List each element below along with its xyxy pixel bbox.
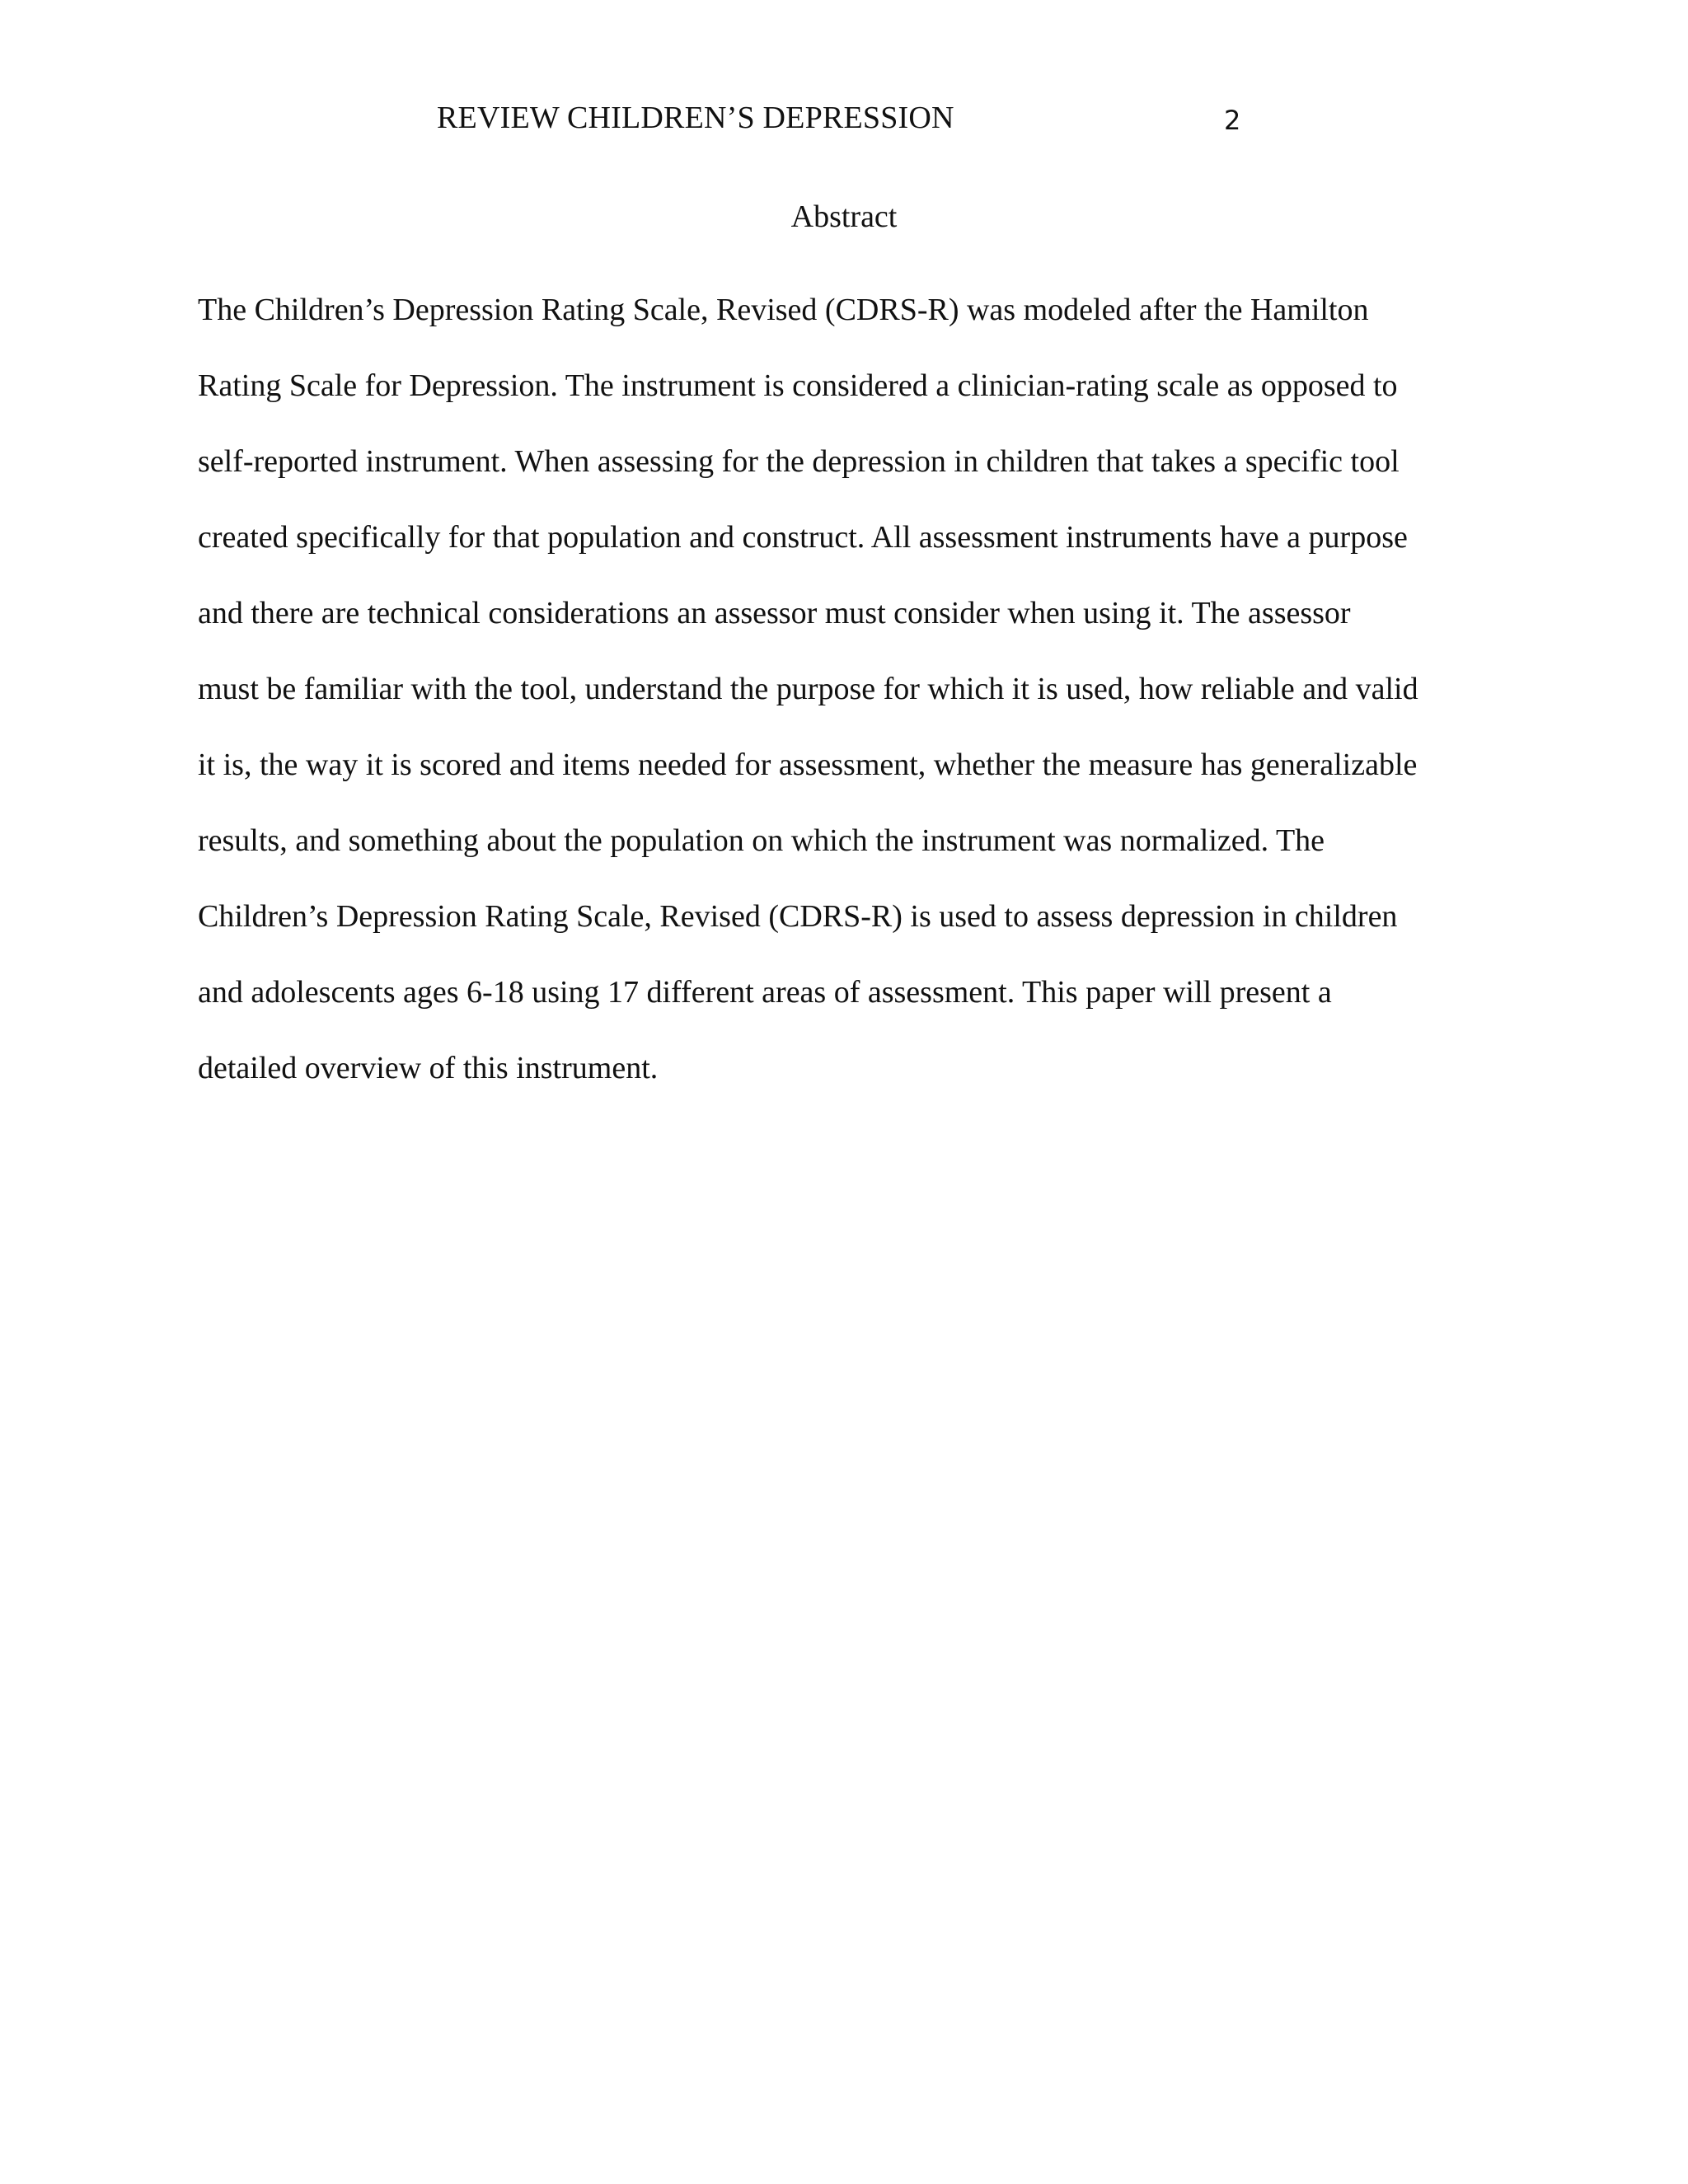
abstract-line: Rating Scale for Depression. The instrument is considered a clinician-rating scale as opposed to: [198, 368, 1398, 403]
abstract-line: The Children’s Depression Rating Scale, Revised (CDRS-R) was modeled after the Hamilton: [198, 293, 1369, 327]
running-head: REVIEW CHILDREN’S DEPRESSION: [437, 101, 954, 135]
abstract-line: results, and something about the population on which the instrument was normalized. The: [198, 823, 1325, 858]
abstract-line: it is, the way it is scored and items needed for assessment, whether the measure has generalizable: [198, 748, 1418, 782]
abstract-line: Children’s Depression Rating Scale, Revised (CDRS-R) is used to assess depression in children: [198, 899, 1398, 934]
abstract-line: created specifically for that population and construct. All assessment instruments have a purpose: [198, 520, 1408, 555]
abstract-line: and there are technical considerations an assessor must consider when using it. The assessor: [198, 596, 1351, 630]
page-number: 2: [1224, 105, 1241, 136]
abstract-line: must be familiar with the tool, understand the purpose for which it is used, how reliable and valid: [198, 672, 1418, 706]
abstract-line: self-reported instrument. When assessing for the depression in children that takes a specific tool: [198, 444, 1400, 479]
abstract-heading: Abstract: [790, 199, 898, 234]
abstract-body: [198, 272, 1500, 1106]
abstract-line: detailed overview of this instrument.: [198, 1051, 659, 1085]
abstract-line: and adolescents ages 6-18 using 17 different areas of assessment. This paper will present a: [198, 975, 1332, 1010]
